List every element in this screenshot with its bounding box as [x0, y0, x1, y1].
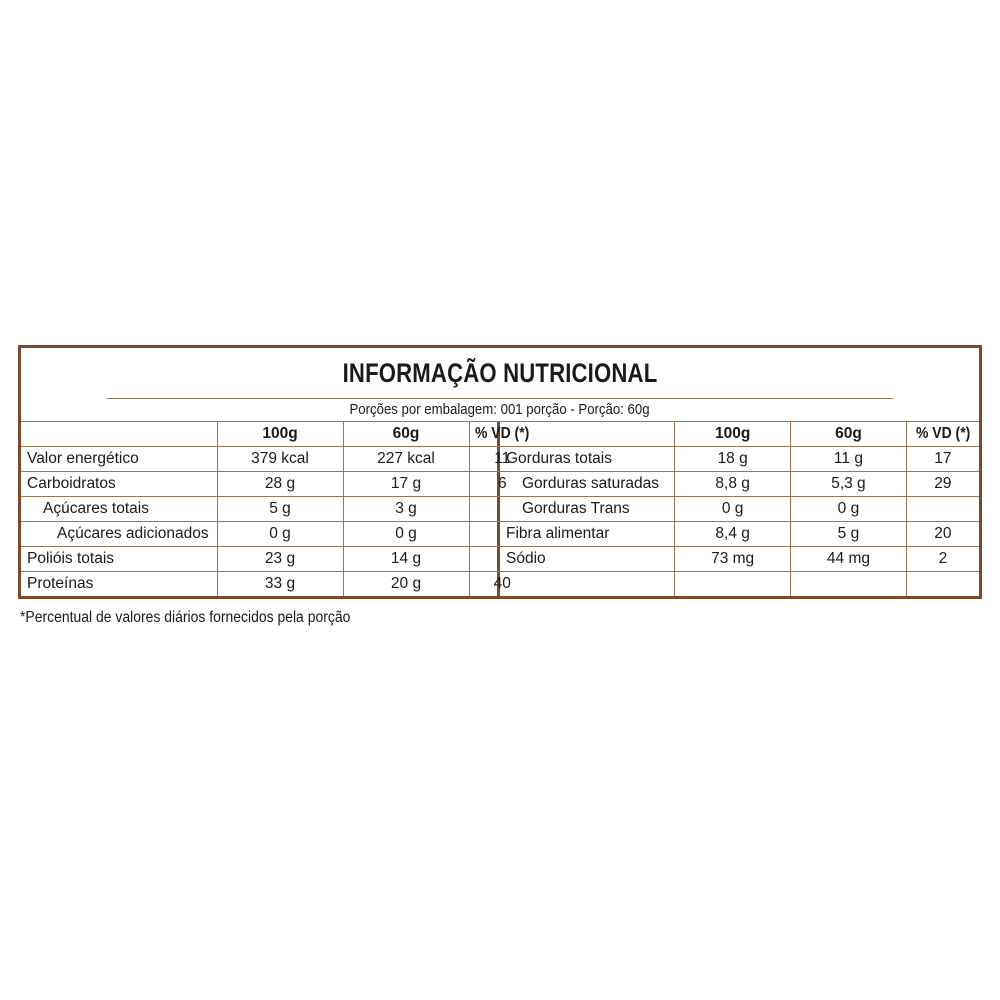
nutrient-name: Gorduras Trans — [500, 497, 675, 522]
value-vd — [906, 572, 979, 597]
nutrient-name — [500, 572, 675, 597]
nutrient-name: Gorduras totais — [500, 447, 675, 472]
value-100g: 73 mg — [675, 547, 791, 572]
value-60g: 0 g — [791, 497, 907, 522]
value-60g: 17 g — [343, 472, 469, 497]
value-60g: 3 g — [343, 497, 469, 522]
nutrient-name: Proteínas — [21, 572, 217, 597]
nutrition-tables — [21, 422, 979, 596]
table-row — [500, 522, 979, 547]
left-nutrition-table — [21, 422, 535, 596]
value-60g: 227 kcal — [343, 447, 469, 472]
nutrient-name: Valor energético — [21, 447, 217, 472]
value-vd: 40 — [493, 575, 511, 592]
value-60g: 44 mg — [791, 547, 907, 572]
header-vd: % VD (*) — [469, 422, 535, 447]
nutrient-name: Açúcares adicionados — [21, 522, 217, 547]
value-60g: 5 g — [791, 522, 907, 547]
table-row — [21, 447, 535, 472]
value-60g: 0 g — [343, 522, 469, 547]
value-60g: 5,3 g — [791, 472, 907, 497]
table-row — [500, 547, 979, 572]
serving-info: Porções por embalagem: 001 porção - Porção: 60g — [21, 399, 979, 422]
value-100g: 28 g — [217, 472, 343, 497]
table-header-row — [500, 422, 979, 447]
table-row — [21, 547, 535, 572]
value-100g: 8,4 g — [675, 522, 791, 547]
nutrient-name: Gorduras saturadas — [500, 472, 675, 497]
nutrient-name: Açúcares totais — [21, 497, 217, 522]
nutrient-name: Carboidratos — [21, 472, 217, 497]
nutrition-facts-label — [18, 345, 982, 599]
value-60g — [791, 572, 907, 597]
value-vd — [906, 497, 979, 522]
table-row — [500, 472, 979, 497]
table-row — [500, 497, 979, 522]
value-60g: 14 g — [343, 547, 469, 572]
table-row — [500, 572, 979, 597]
right-nutrition-table — [500, 422, 979, 596]
value-100g: 5 g — [217, 497, 343, 522]
table-header-row — [21, 422, 535, 447]
nutrient-name: Sódio — [500, 547, 675, 572]
table-row — [500, 447, 979, 472]
table-row — [21, 572, 535, 597]
table-row — [21, 472, 535, 497]
nutrient-name: Polióis totais — [21, 547, 217, 572]
table-row — [21, 522, 535, 547]
value-vd: 6 — [469, 472, 535, 497]
nutrient-name: Fibra alimentar — [500, 522, 675, 547]
value-100g: 379 kcal — [217, 447, 343, 472]
value-100g — [675, 572, 791, 597]
header-100g: 100g — [217, 422, 343, 447]
header-100g: 100g — [675, 422, 791, 447]
value-100g: 33 g — [217, 572, 343, 597]
value-100g: 0 g — [675, 497, 791, 522]
value-vd: 29 — [906, 472, 979, 497]
header-60g: 60g — [343, 422, 469, 447]
label-title: INFORMAÇÃO NUTRICIONAL — [107, 348, 893, 399]
header-nutrient — [21, 422, 217, 447]
value-100g: 23 g — [217, 547, 343, 572]
value-100g: 18 g — [675, 447, 791, 472]
value-60g: 20 g — [343, 572, 469, 597]
value-60g: 11 g — [791, 447, 907, 472]
footnote: *Percentual de valores diários fornecidos pela porção — [20, 609, 351, 626]
header-vd: % VD (*) — [906, 422, 979, 447]
value-vd: 2 — [906, 547, 979, 572]
header-60g: 60g — [791, 422, 907, 447]
value-100g: 8,8 g — [675, 472, 791, 497]
value-100g: 0 g — [217, 522, 343, 547]
value-vd: 20 — [906, 522, 979, 547]
value-vd: 11 — [469, 447, 535, 472]
table-row — [21, 497, 535, 522]
value-vd: 17 — [906, 447, 979, 472]
right-table-panel — [500, 422, 979, 596]
